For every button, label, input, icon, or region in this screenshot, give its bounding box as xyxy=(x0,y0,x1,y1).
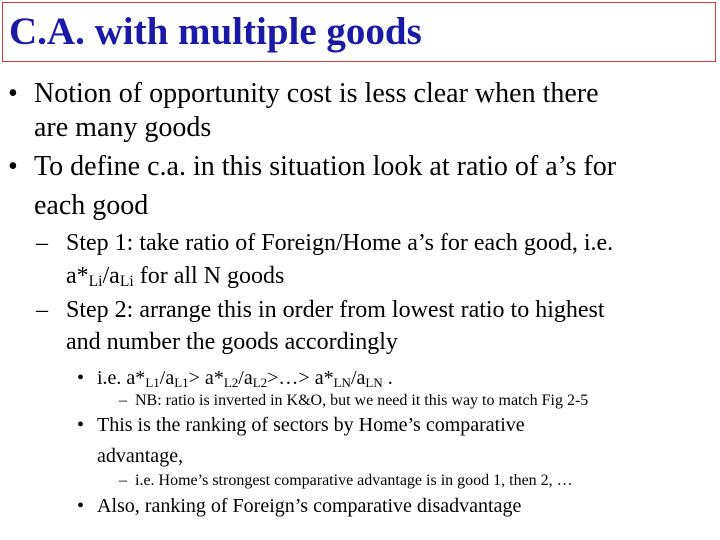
ranking-sectors xyxy=(77,413,525,438)
ratio-slash-a: /a xyxy=(102,263,120,289)
ratio-text: . xyxy=(382,367,393,389)
note-text: i.e. Home’s strongest comparative advantage is in good 1, then 2, … xyxy=(135,472,573,489)
bullet-dot-icon: • xyxy=(77,367,85,389)
ratio-text: /a xyxy=(159,367,175,389)
subscript: Li xyxy=(88,273,103,290)
step-text: for all N goods xyxy=(133,263,285,289)
subscript: L1 xyxy=(174,375,189,390)
also-text: Also, ranking of Foreign’s comparative disadvantage xyxy=(97,495,522,517)
subscript: Li xyxy=(119,273,134,290)
bullet-dot-icon: • xyxy=(77,495,85,517)
ratio-text: /a xyxy=(350,367,366,389)
bullet-define-ca xyxy=(8,151,617,182)
step-1-continued xyxy=(66,262,284,291)
step-text: Step 1: take ratio of Foreign/Home a’s for each good, i.e. xyxy=(66,230,614,256)
subscript: LN xyxy=(365,375,383,390)
foreign-disadvantage xyxy=(77,494,522,519)
bullet-text: are many goods xyxy=(34,112,212,143)
bullet-text: Notion of opportunity cost is less clear when there xyxy=(34,78,599,109)
dash-icon: – xyxy=(119,472,127,489)
nb-note xyxy=(119,391,589,411)
bullet-dot-icon: • xyxy=(8,78,18,109)
ratio-text: >…> a* xyxy=(267,367,334,389)
step-1 xyxy=(36,229,614,258)
subscript: L2 xyxy=(252,375,268,390)
bullet-dot-icon: • xyxy=(77,414,85,436)
title-box xyxy=(2,2,716,62)
ratio-ordering xyxy=(77,366,393,391)
bullet-opportunity-cost xyxy=(8,78,599,109)
ratio-a-star: a* xyxy=(66,263,89,289)
subscript: L2 xyxy=(223,375,239,390)
step-text: and number the goods accordingly xyxy=(66,329,398,355)
step-text: Step 2: arrange this in order from lowest ratio to highest xyxy=(66,297,605,323)
page-title: C.A. with multiple goods xyxy=(9,10,422,53)
note-text: NB: ratio is inverted in K&O, but we need it this way to match Fig 2-5 xyxy=(135,392,589,409)
bullet-text: each good xyxy=(34,190,149,221)
bullet-text: To define c.a. in this situation look at ratio of a’s for xyxy=(34,151,617,182)
ratio-text: i.e. a* xyxy=(97,367,146,389)
step-2-continued xyxy=(66,328,398,357)
bullet-opportunity-cost-continued xyxy=(34,112,211,143)
ranking-note xyxy=(119,471,573,491)
subscript: LN xyxy=(333,375,351,390)
dash-icon: – xyxy=(36,297,48,323)
ratio-text: > a* xyxy=(188,367,224,389)
dash-icon: – xyxy=(119,392,127,409)
bullet-define-ca-continued xyxy=(34,190,148,221)
ranking-text: advantage, xyxy=(97,445,184,467)
step-2 xyxy=(36,296,605,325)
ranking-sectors-continued xyxy=(97,444,183,469)
ranking-text: This is the ranking of sectors by Home’s comparative xyxy=(97,414,525,436)
subscript: L1 xyxy=(145,375,160,390)
dash-icon: – xyxy=(36,230,48,256)
ratio-text: /a xyxy=(238,367,253,389)
bullet-dot-icon: • xyxy=(8,151,18,182)
